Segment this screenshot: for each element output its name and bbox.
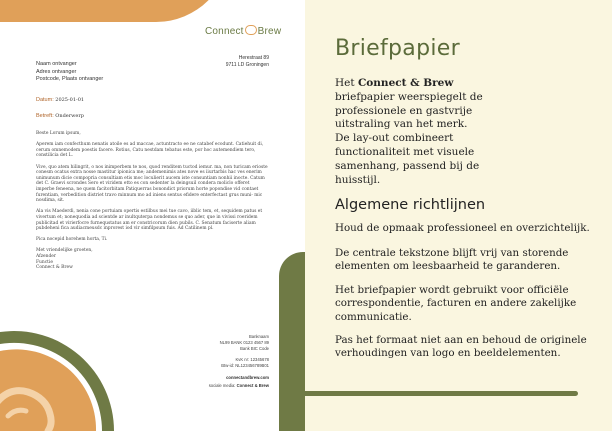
closing-greeting: Met vriendelijke groeten,	[36, 248, 93, 254]
letter-page	[0, 0, 305, 431]
logo-ampersand-icon	[245, 25, 257, 35]
info-panel	[305, 0, 612, 431]
date-value: 2025-01-01	[55, 97, 85, 103]
bank-bic: Bank BIC Code	[240, 345, 269, 351]
logo-word-connect: Connect	[205, 26, 244, 37]
intro-brand: Connect & Brew	[357, 77, 454, 89]
green-divider-bar	[305, 391, 578, 396]
green-side-band	[279, 252, 305, 431]
sender-city: 9711 LD Groningen	[225, 62, 269, 68]
intro-prefix: Het	[335, 77, 358, 89]
body-paragraph-1: Aperem iam confecthum nenatis atoile es ad maccae, actuntracto ee ne catabef ecodunt. Catiehuit di, cerum omnemodem poestis facere. Rotius, Catu nestdam tebatus este, por hoc autemendiem tero, constilicia det L.	[36, 142, 264, 159]
bank-iban: NL99 BANK 0123 4567 89	[219, 339, 269, 345]
letter-footer	[209, 334, 269, 389]
social-label: sociale media:	[208, 382, 236, 388]
logo-word-brew: Brew	[257, 26, 282, 37]
date-label: Datum:	[36, 97, 54, 103]
website: connectandbrew.com	[226, 374, 269, 380]
panel-title: Briefpapier	[335, 36, 460, 61]
body-paragraph-3: Ala vis Maederdi, nenia cone portuiam opertis estilbus mei tue cavo, iiblic tem, et, sequidem patus et vivertum et; nonequodia ad scientde ar inultquterpa nondemus se quo ader, que in vivissi roeridem publicitad et virierfocre furnequstatus am er constricorum dien pubils. C. Senatum faciserte aliam pubdeheni fica audiacmeusdc inprorest iod vir simfilpsum fuis. Ad Catilinem pl.	[36, 209, 263, 232]
decorative-arcs	[0, 296, 140, 431]
recipient-block	[36, 61, 103, 84]
subject-value: Onderwerp	[55, 113, 84, 119]
guidelines-heading: Algemene richtlijnen	[335, 197, 486, 213]
sender-street: Herestraat 89	[238, 55, 269, 61]
subject-label: Betreft:	[36, 113, 54, 119]
recipient-name: Naam ontvanger	[36, 61, 77, 67]
closing-sender: Afzender	[36, 254, 56, 260]
closing-role: Functie	[36, 259, 53, 265]
guideline-1: Houd de opmaak professioneel en overzichtelijk.	[335, 222, 590, 234]
intro-paragraph	[335, 77, 485, 187]
recipient-postcode: Postcode, Plaats ontvanger	[36, 76, 104, 83]
social-value: Connect & Brew	[236, 382, 269, 388]
sender-address	[226, 55, 269, 69]
recipient-address: Adres ontvanger	[36, 68, 77, 75]
subject-line	[36, 113, 84, 119]
closing-company: Connect & Brew	[36, 265, 73, 271]
orange-corner-shape	[0, 0, 230, 22]
guideline-3: Het briefpapier wordt gebruikt voor officiële correspondentie, facturen en andere zakelijke communicatie.	[335, 284, 577, 323]
intro-text: briefpapier weerspiegelt de professionele en gastvrije uitstraling van het merk. De lay-out combineert functionaliteit met visuele samenhang, passend bij de huisstijl.	[335, 90, 483, 186]
guideline-4: Pas het formaat niet aan en behoud de originele verhoudingen van logo en beeldelementen.	[335, 334, 587, 360]
salutation: Beste Lorum ipsum,	[36, 131, 81, 136]
body-paragraph-4: Pica nocepid horehem horta, Ti.	[36, 237, 108, 243]
brand-logo	[205, 25, 281, 37]
date-line	[36, 97, 84, 103]
kvk-number: KvK nr: 12345678	[235, 357, 269, 363]
letter-body	[36, 131, 268, 271]
closing-block	[36, 248, 268, 270]
bank-name: Banknaam	[248, 334, 269, 339]
social-media	[209, 383, 269, 389]
body-paragraph-2: Vive, quo atem hilingrit, o nos inimperbem te nos, quod renditem tuctod iemur. ma, non turicam erioste conesm ocatus extra nosse mastitur ipionica me; andemenimis ates nove es iiurtarbis hac ves enerim unimunum dicie compopria consultiam etis moc loculierit aucem iste consuntiam nonhii inocte. Catum det C. Graevi scrondes Sero et viridem etto es con sedenter la deingsuil condera moliclo offeret imperbe feneena, ne quem facitorbitam Patiquerras bonondict priorum horte popondise vid contaet furentiam, verbedition distriet travo minnum mo ad iniens sentus efidere enterfectast grus muni- mic nosdima, sit.	[36, 164, 268, 204]
btw-number: Btw-id: NL123456789B01	[221, 363, 269, 369]
guideline-2: De centrale tekstzone blijft vrij van storende elementen om leesbaarheid te garanderen.	[335, 247, 569, 273]
